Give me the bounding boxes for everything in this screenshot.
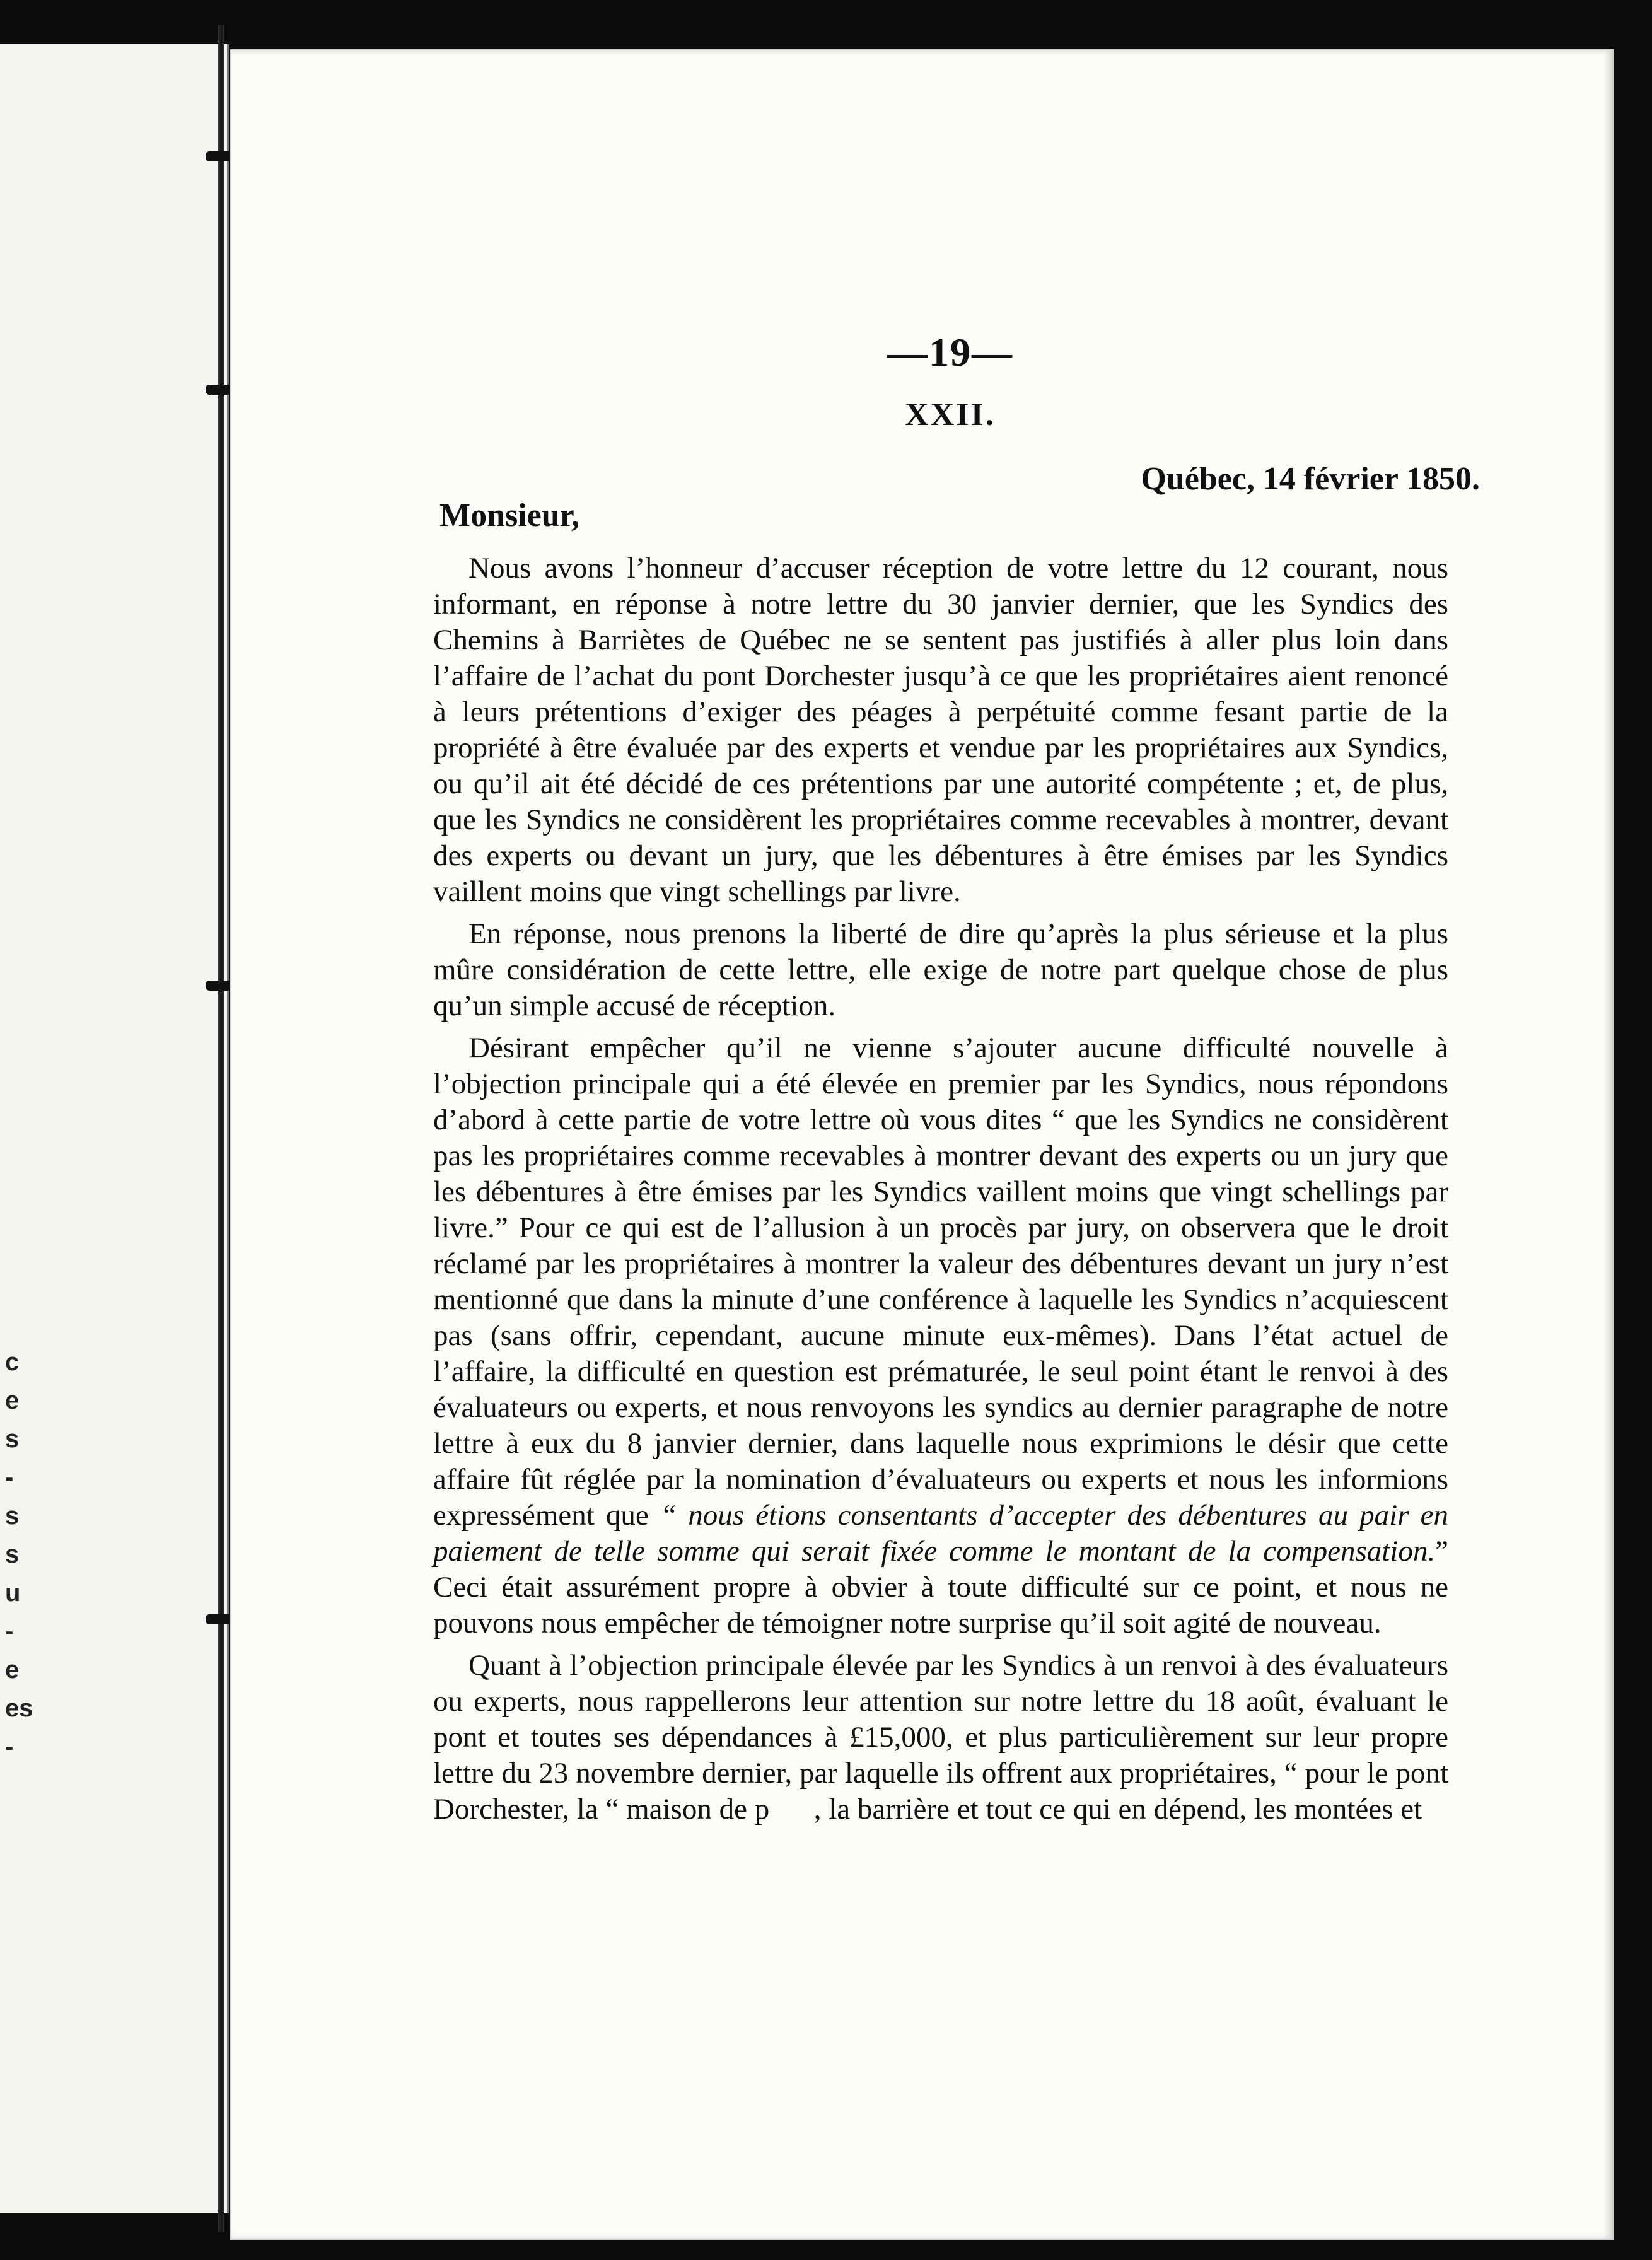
paragraph-text: ” Ceci était assurément propre à obvier à toute difficulté sur ce point, et nous ne pouvons nous empêcher de témoigner notre surprise qu’il soit agité de nouveau. [433,1535,1448,1640]
paragraph-text: , la barrière et tout ce qui en dépend, les montées et [813,1793,1422,1826]
previous-page-fragment [0,44,229,2213]
body-paragraph [433,1030,1448,1641]
edge-char: u [5,1579,21,1607]
edge-char: e [5,1656,20,1684]
letter-place-date: Québec, 14 février 1850. [1141,461,1480,497]
page-number: —19— [887,330,1013,375]
edge-char: es [5,1694,33,1722]
edge-char: s [5,1541,20,1568]
paragraph-text [769,1793,814,1826]
paragraph-text: Désirant empêcher qu’il ne vienne s’ajouter aucune difficulté nouvelle à l’objection principale qui a été élevée en premier par les Syndics, nous répondons d’abord à cette partie de votre lettre où vous dites “ que les Syndics ne considèrent pas les propriétaires comme recevables à montrer devant des experts ou un jury que les débentures à être émises par les Syndics vaillent moins que vingt schellings par livre.” Pour ce qui est de l’allusion à un procès par jury, on observera que le droit réclamé par les propriétaires à montrer la valeur des débentures devant un jury n’est mentionné que dans la minute d’une conférence à laquelle les Syndics n’acquiescent pas (sans offrir, cependant, aucune minute eux-mêmes). Dans l’état actuel de l’affaire, la difficulté en question est prématurée, le seul point étant le renvoi à des évaluateurs ou experts, et nous renvoyons les syndics au dernier paragraphe de notre lettre à eux du 8 janvier dernier, dans laquelle nous exprimions le désir que cette affaire fût réglée par la nomination d’évaluateurs ou experts et nous les informions expressément que [433,1032,1448,1532]
letter-number: XXII. [905,397,996,433]
paragraph-text: Nous avons l’honneur d’accuser réception de votre lettre du 12 courant, nous informant, en réponse à notre lettre du 30 janvier dernier, que les Syndics des Chemins à Barriètes de Québec ne se sentent pas justifiés à aller plus loin dans l’affaire de l’achat du pont Dorchester jusqu’à ce que les propriétaires aient renoncé à leurs prétentions d’exiger des péages à perpétuité comme fesant partie de la propriété à être évaluée par des experts et vendue par les propriétaires aux Syndics, ou qu’il ait été décidé de ces prétentions par une autorité compétente ; et, de plus, que les Syndics ne considèrent les propriétaires comme recevables à montrer, devant des experts ou devant un jury, que les débentures à être émises par les Syndics vaillent moins que vingt schellings par livre. [433,552,1448,908]
body-paragraph [433,916,1448,1024]
edge-char: - [5,1617,14,1645]
letter-body [433,550,1448,1834]
edge-char: c [5,1348,20,1376]
body-paragraph [433,550,1448,910]
edge-char: - [5,1464,14,1491]
letter-salutation: Monsieur, [439,498,579,533]
paragraph-text: Quant à l’objection principale élevée par les Syndics à un renvoi à des évaluateurs ou experts, nous rappellerons leur attention sur notre lettre du 18 août, évaluant le pont et toutes ses dépendances à £15,000, et plus particulièrement sur leur propre lettre du 23 novembre dernier, par laquelle ils offrent aux propriétaires, “ pour le pont Dorchester, la “ maison de p [433,1649,1448,1826]
edge-char: s [5,1502,20,1530]
edge-char: - [5,1733,14,1761]
body-paragraph [433,1648,1448,1827]
edge-char: e [5,1387,20,1414]
paragraph-text: En réponse, nous prenons la liberté de dire qu’après la plus sérieuse et la plus mûre considération de cette lettre, elle exige de notre part quelque chose de plus qu’un simple accusé de réception. [433,917,1448,1022]
quoted-italic-text: “ nous étions consentants d’accepter des débentures au pair en paiement de telle somme qui serait fixée comme le montant de la compensation. [433,1499,1448,1568]
edge-char: s [5,1425,20,1453]
previous-page-edge-text [5,1343,33,1766]
book-binding-thread [218,25,224,2232]
book-page [230,49,1614,2240]
